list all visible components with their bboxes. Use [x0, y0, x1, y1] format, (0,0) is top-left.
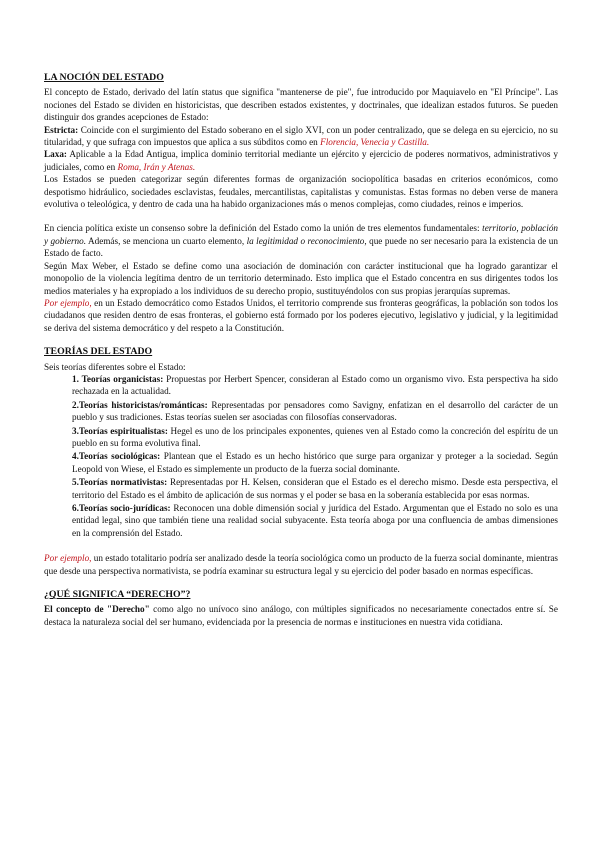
ejemplo-label-1: Por ejemplo, — [44, 297, 92, 308]
theory-label: 6.Teorías socio-jurídicas: — [72, 503, 171, 513]
paragraph-derecho — [44, 603, 558, 628]
laxa-text: Aplicable a la Edad Antigua, implica dominio territorial mediante un ejército y ejercicio de poderes normativos, administrativos y judiciales, como en — [44, 149, 558, 172]
paragraph-weber: Según Max Weber, el Estado se define como una asociación de dominación con carácter institucional que ha logrado garantizar el monopolio de la violencia legítima dentro de un territorio determinado. Esto implica que el Estado concentra en sus dirigentes todos los medios materiales y ha expropiado a los individuos de su derecho propio, sustituyéndolos con sus propias jerarquías supremas. — [44, 260, 558, 296]
theory-label: 1. Teorías organicistas: — [72, 373, 164, 384]
theory-text: Representadas por pensadores como Savigny, enfatizan en el desarrollo del carácter de un pueblo y sus tradiciones. Estas teorías suelen ser asociadas con filosofías conservadoras. — [72, 399, 558, 423]
laxa-label: Laxa: — [44, 149, 67, 160]
estricta-text: Coincide con el surgimiento del Estado soberano en el siglo XVI, con un poder centralizado, que se delega en su ejercicio, no su titularidad, y que sufraga con impuestos que aplica a sus súbditos como en — [44, 124, 558, 148]
teorias-intro: Seis teorías diferentes sobre el Estado: — [44, 361, 186, 372]
consenso-cuarto: la legitimidad o reconocimiento — [246, 235, 365, 246]
paragraph-ejemplo-1 — [44, 297, 558, 334]
consenso-text-c: , que puede no ser necesario para la existencia de un Estado de facto. — [44, 235, 558, 259]
paragraph-laxa — [44, 148, 558, 173]
theory-text: Hegel es uno de los principales exponentes, quienes ven al Estado como la concreción del espíritu de un pueblo en su forma evolutiva final. — [72, 425, 558, 448]
theory-label: 4.Teorías sociológicas: — [72, 451, 161, 462]
theory-item — [72, 373, 558, 398]
paragraph-estricta — [44, 124, 558, 149]
paragraph-categorias: Los Estados se pueden categorizar según diferentes formas de organización sociopolítica basadas en criterios económicos, como despotismo hidráulico, sociedades esclavistas, feudales, mercantilistas, capitalistas y comunistas. Estas formas no deben verse de manera evolutiva o teleológica, y dentro de cada una ha habido organizaciones más o menos complejas, como ciudades, reinos e imperios. — [44, 174, 558, 210]
ejemplo-label-2: Por ejemplo, — [44, 553, 92, 564]
paragraph-ejemplo-2 — [44, 552, 558, 577]
paragraph-intro: El concepto de Estado, derivado del latín status que significa "mantenerse de pie", fue introducido por Maquiavelo en "El Príncipe". Las nociones del Estado se dividen en historicistas, que describen estados existentes, y doctrinales, que idealizan estados futuros. Se pueden distinguir dos grandes acepciones de Estado: — [44, 87, 558, 123]
theory-text: Representadas por H. Kelsen, consideran que el Estado es el derecho mismo. Desde esta perspectiva, el territorio del Estado es el ámbito de aplicación de sus normas y el poder se basa en la soberanía establecida por esas normas. — [72, 477, 559, 500]
section-title-derecho: ¿QUÉ SIGNIFICA “DERECHO”? — [44, 589, 191, 601]
consenso-text-b: Además, se menciona un cuarto elemento, — [86, 235, 247, 246]
document-page — [44, 72, 558, 628]
theory-text: Propuestas por Herbert Spencer, consideran al Estado como un organismo vivo. Esta perspectiva ha sido rechazada en la actualidad. — [72, 373, 558, 397]
theory-item — [72, 502, 558, 539]
derecho-label: El concepto de "Derecho" — [44, 604, 150, 615]
paragraph-consenso — [44, 222, 558, 259]
theory-text: Plantean que el Estado es un hecho histórico que surge para organizar y proteger a la sociedad. Según Leopold von Wiese, el Estado es simplemente un producto de la fuerza social dominante. — [72, 451, 558, 474]
ejemplo-text-1: en un Estado democrático como Estados Unidos, el territorio comprende sus fronteras geográficas, la población son todos los ciudadanos que residen dentro de esas fronteras, el gobierno está formado por los poderes ejecutivo, legislativo y judicial, y la legitimidad se deriva del sistema democrático y del respeto a la Constitución. — [44, 297, 558, 333]
theory-label: 2.Teorías historicistas/románticas: — [72, 399, 208, 410]
section-title-nocion: LA NOCIÓN DEL ESTADO — [44, 72, 164, 83]
theory-item — [72, 425, 558, 450]
consenso-elementos: territorio, población y gobierno. — [44, 223, 559, 246]
section-title-teorias: TEORÍAS DEL ESTADO — [44, 346, 153, 358]
theory-item — [72, 476, 558, 501]
theory-label: 3.Teorías espiritualistas: — [72, 425, 168, 436]
laxa-examples: Roma, Irán y Atenas. — [117, 161, 196, 172]
estricta-label: Estricta: — [44, 124, 79, 135]
derecho-text: como algo no unívoco sino análogo, con múltiples significados no necesariamente conectados entre sí. Se destaca la naturaleza social del ser humano, evidenciada por la presencia de normas e instituciones en nuestra vida cotidiana. — [44, 604, 558, 627]
theory-item — [72, 450, 558, 475]
theory-label: 5.Teorías normativistas: — [72, 477, 168, 488]
theories-list — [72, 373, 558, 539]
estricta-examples: Florencia, Venecia y Castilla. — [320, 137, 430, 148]
ejemplo-text-2: un estado totalitario podría ser analizado desde la teoría sociológica como un producto de la fuerza social dominante, mientras que desde una perspectiva normativista, se podría examinar su estructura legal y su ejercicio del poder basado en normas específicas. — [44, 553, 558, 576]
consenso-text-a: En ciencia política existe un consenso sobre la definición del Estado como la unión de tres elementos fundamentales: — [44, 223, 483, 234]
theory-item — [72, 399, 558, 424]
theory-text: Reconocen una doble dimensión social y jurídica del Estado. Argumentan que el Estado no solo es una entidad legal, sino que también tiene una realidad social subyacente. Esta teoría aboga por una confluencia de ambas dimensiones en la comprensión del Estado. — [72, 503, 558, 538]
